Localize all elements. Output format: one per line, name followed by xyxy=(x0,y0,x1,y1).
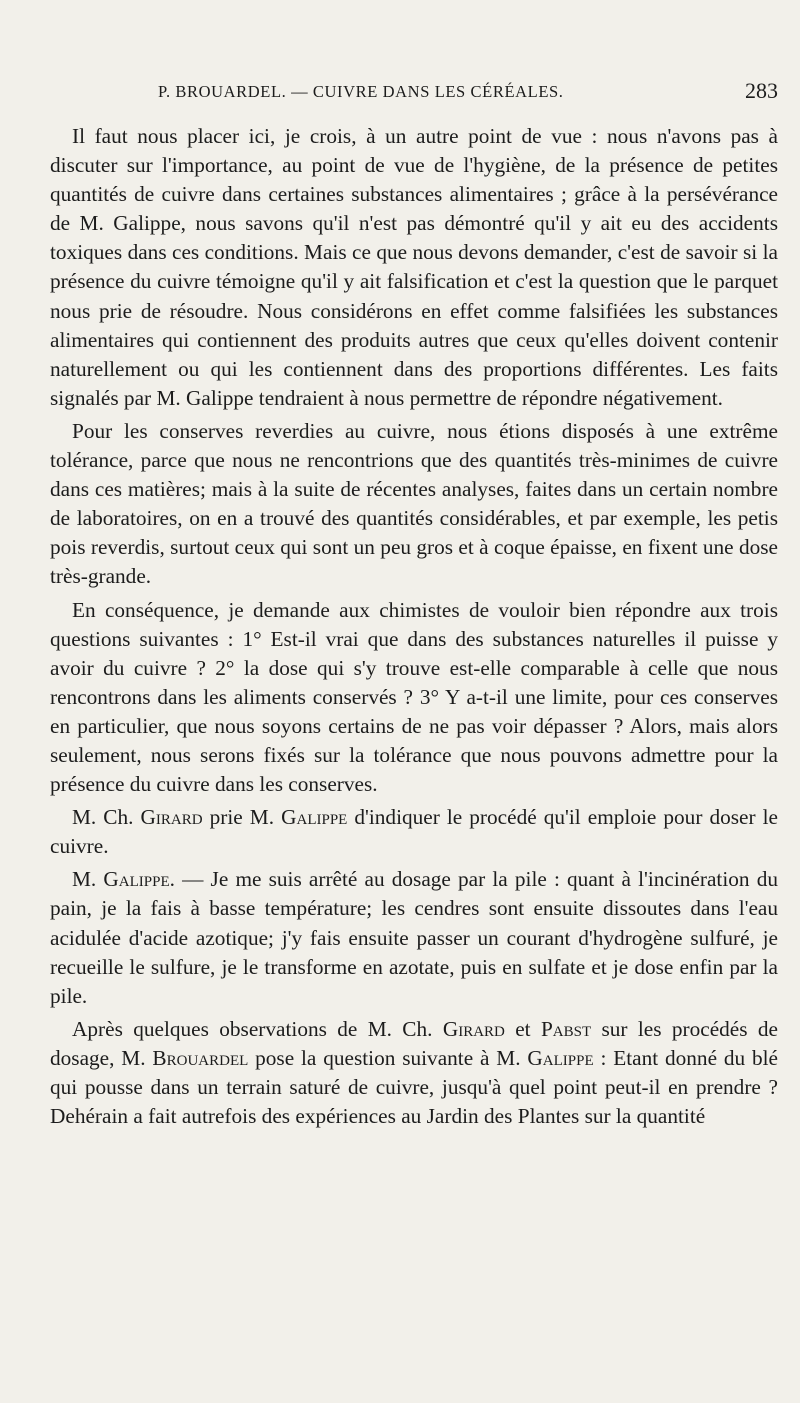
speaker-name: Girard xyxy=(140,805,203,830)
paragraph-6 xyxy=(50,1015,778,1131)
text-run: M. Ch. xyxy=(72,805,141,830)
text-run: . — Je me suis arrêté au dosage par la pile : quant à l'incinération du pain, je la fais à basse température; les cendres sont ensuite dissoutes dans l'eau acidulée d'acide azotique; j'y fais ensuite passer un courant d'hydrogène sulfuré, je recueille le sulfure, je le transforme en azotate, puis en sulfate et je dose enfin par la pile. xyxy=(50,867,779,1008)
paragraph-5 xyxy=(50,865,778,1010)
text-run: prie M. xyxy=(202,805,282,830)
text-run: Après quelques observations de M. Ch. xyxy=(72,1016,443,1041)
speaker-name: Girard xyxy=(442,1016,505,1041)
speaker-name: Galippe xyxy=(103,867,170,892)
speaker-name: Galippe xyxy=(527,1045,594,1070)
page-number: 283 xyxy=(745,78,778,103)
running-title: P. BROUARDEL. — CUIVRE DANS LES CÉRÉALES. xyxy=(158,82,564,101)
paragraph-1: Il faut nous placer ici, je crois, à un autre point de vue : nous n'avons pas à discuter sur l'importance, au point de vue de l'hygiène, de la présence de petites quantités de cuivre dans certaines substances alimentaires ; grâce à la persévérance de M. Galippe, nous savons qu'il n'est pas démontré qu'il y ait eu des accidents toxiques dans ces conditions. Mais ce que nous devons demander, c'est de savoir si la présence du cuivre témoigne qu'il y ait falsification et c'est la question que le parquet nous prie de résoudre. Nous considérons en effet comme falsifiées les substances alimentaires qui contiennent des produits autres que ceux qu'elles doivent contenir naturellement ou qui les contiennent dans des proportions différentes. Les faits signalés par M. Galippe tendraient à nous permettre de répondre négativement. xyxy=(50,124,778,410)
text-run: : Etant donné du blé qui pousse dans un terrain saturé de cuivre, jusqu'à quel point peut-il en prendre ? Dehérain a fait autrefois des expériences au Jardin des Plantes sur la quantité xyxy=(50,1045,779,1129)
paragraph-4 xyxy=(50,803,778,861)
text-run: et xyxy=(504,1016,541,1041)
text-run: sur les procédés de dosage, M. xyxy=(50,1016,778,1070)
paragraph-2: Pour les conserves reverdies au cuivre, nous étions disposés à une extrême tolérance, parce que nous ne rencontrions que des quantités très-minimes de cuivre dans ces matières; mais à la suite de récentes analyses, faites dans un certain nombre de laboratoires, on en a trouvé des quantités considérables, et par exemple, les petis pois reverdis, surtout ceux qui sont un peu gros et à coque épaisse, en fixent une dose très-grande. xyxy=(50,418,778,589)
speaker-name: Galippe xyxy=(281,805,348,830)
speaker-name: Brouardel xyxy=(152,1045,249,1070)
text-run: pose la question suivante à M. xyxy=(248,1045,528,1070)
running-header xyxy=(50,0,778,110)
speaker-name: Pabst xyxy=(540,1016,592,1041)
text-run: M. xyxy=(72,867,104,892)
text-run: d'indiquer le procédé qu'il emploie pour doser le cuivre. xyxy=(50,805,779,859)
body-text xyxy=(50,122,778,1131)
paragraph-3: En conséquence, je demande aux chimistes de vouloir bien répondre aux trois questions suivantes : 1° Est-il vrai que dans des substances naturelles il puisse y avoir du cuivre ? 2° la dose qui s'y trouve est-elle comparable à celle que nous rencontrons dans les aliments conservés ? 3° Y a-t-il une limite, pour ces conserves en particulier, que nous soyons certains de ne pas voir dépasser ? Alors, mais alors seulement, nous serons fixés sur la tolérance que nous pouvons admettre pour la présence du cuivre dans les conserves. xyxy=(50,597,778,797)
